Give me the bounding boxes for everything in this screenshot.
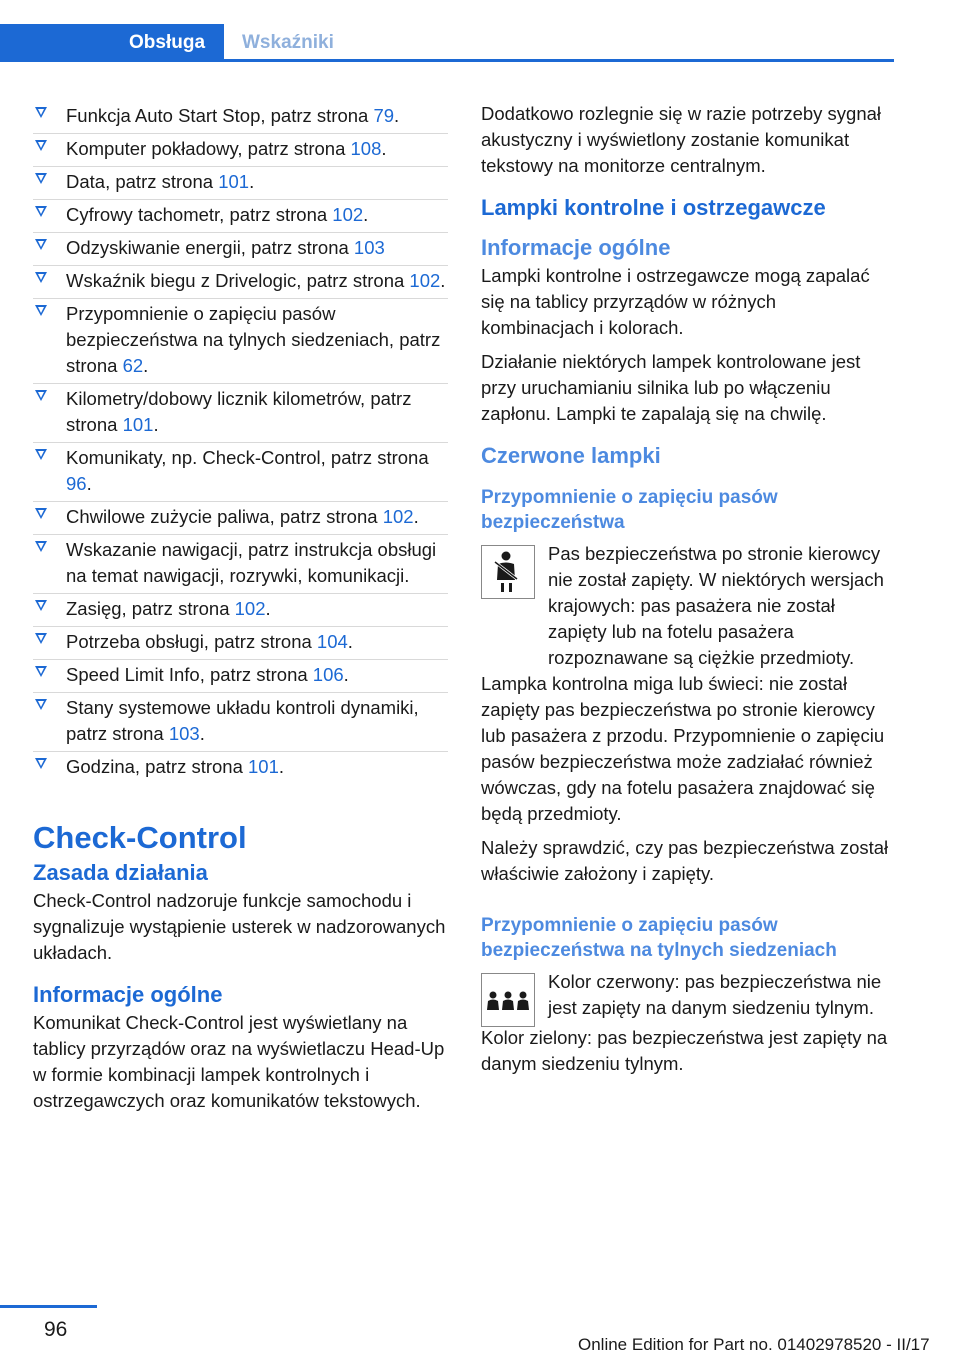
general-text-1: Lampki kontrolne i ostrzegawcze mogą zapalać się na tablicy przyrządów w różnych kombinacjach i kolorach. — [481, 265, 870, 338]
page-reference-link[interactable]: 106 — [312, 664, 344, 685]
rear-seatbelt-icon — [481, 973, 535, 1027]
right-column — [481, 101, 893, 1085]
list-item-text: Cyfrowy tachometr, patrz strona — [66, 204, 333, 225]
list-item-punctuation: . — [265, 598, 271, 619]
edition-text: Online Edition for Part no. 01402978520 - II/17 — [578, 1335, 930, 1354]
list-item-punctuation: . — [347, 631, 353, 652]
heading-rear-belt: Przypomnienie o zapięciu pasów bezpieczeństwa na tylnych siedzeniach — [481, 915, 837, 961]
page-reference-link[interactable]: 103 — [353, 237, 385, 258]
section-title-check-control: Check-Control — [33, 820, 247, 855]
list-item-text: Kilometry/dobowy licznik kilometrów, patrz strona — [66, 388, 412, 435]
heading-belt-reminder: Przypomnienie o zapięciu pasów bezpieczeństwa — [481, 487, 778, 533]
heading-principle: Zasada działania — [33, 860, 208, 885]
triangle-bullet-icon — [35, 508, 47, 519]
triangle-bullet-icon — [35, 390, 47, 401]
list-item-punctuation: . — [86, 473, 92, 494]
page-number: 96 — [44, 1318, 68, 1341]
rear-text-2: Kolor zielony: pas bezpieczeństwa jest zapięty na danym siedzeniu tylnym. — [481, 1027, 888, 1074]
belt-icon-row — [481, 541, 893, 671]
triangle-bullet-icon — [35, 449, 47, 460]
list-item-text: Funkcja Auto Start Stop, patrz strona — [66, 105, 374, 126]
list-item-text: Komputer pokładowy, patrz strona — [66, 138, 351, 159]
list-item — [33, 534, 448, 593]
triangle-bullet-icon — [35, 541, 47, 552]
principle-text: Check-Control nadzoruje funkcje samochodu i sygnalizuje wystąpienie usterek w nadzorowanych układach. — [33, 890, 446, 963]
triangle-bullet-icon — [35, 600, 47, 611]
heading-general-info: Informacje ogólne — [33, 982, 223, 1007]
list-item — [33, 501, 448, 534]
list-item-text: Stany systemowe układu kontroli dynamiki, patrz strona — [66, 697, 419, 744]
list-item-punctuation: . — [199, 723, 205, 744]
list-item-text: Przypomnienie o zapięciu pasów bezpieczeństwa na tylnych siedzeniach, patrz strona — [66, 303, 441, 376]
page-reference-link[interactable]: 103 — [168, 723, 200, 744]
list-item-text: Chwilowe zużycie paliwa, patrz strona — [66, 506, 383, 527]
tab-wskazniki[interactable]: Wskaźniki — [242, 32, 334, 53]
rear-icon-text: Kolor czerwony: pas bezpieczeństwa nie jest zapięty na danym siedzeniu tylnym. — [548, 971, 882, 1018]
list-item-punctuation: . — [153, 414, 159, 435]
list-item-text: Zasięg, patrz strona — [66, 598, 235, 619]
list-item — [33, 199, 448, 232]
list-item — [33, 442, 448, 501]
belt-icon-text: Pas bezpieczeństwa po stronie kierowcy nie został zapięty. W niektórych wersjach krajowych: pas pasażera nie został zapięty lub na fotelu pasażera rozpoznawane są ciężkie przedmioty. — [548, 543, 884, 668]
list-item-punctuation: . — [143, 355, 149, 376]
list-item-text: Wskaźnik biegu z Drivelogic, patrz strona — [66, 270, 410, 291]
triangle-bullet-icon — [35, 272, 47, 283]
triangle-bullet-icon — [35, 239, 47, 250]
list-item — [33, 659, 448, 692]
triangle-bullet-icon — [35, 699, 47, 710]
belt-text-3: Należy sprawdzić, czy pas bezpieczeństwa został właściwie założony i zapięty. — [481, 837, 889, 884]
page-reference-link[interactable]: 101 — [122, 414, 154, 435]
list-item-punctuation: . — [249, 171, 255, 192]
list-item — [33, 692, 448, 751]
indicator-list — [33, 101, 448, 784]
page-reference-link[interactable]: 79 — [373, 105, 395, 126]
list-item-punctuation: . — [363, 204, 369, 225]
list-item-text: Komunikaty, np. Check-Control, patrz strona — [66, 447, 429, 468]
triangle-bullet-icon — [35, 633, 47, 644]
general-text-2: Działanie niektórych lampek kontrolowane jest przy uruchamianiu silnika lub po włączeniu zapłonu. Lampki te zapalają się na chwilę. — [481, 351, 861, 424]
page-reference-link[interactable]: 101 — [248, 756, 279, 777]
left-column — [33, 101, 448, 1122]
triangle-bullet-icon — [35, 206, 47, 217]
list-item — [33, 166, 448, 199]
list-item-text: Wskazanie nawigacji, patrz instrukcja obsługi na temat nawigacji, rozrywki, komunikacji. — [66, 539, 437, 586]
list-item — [33, 626, 448, 659]
list-item — [33, 751, 448, 784]
page-reference-link[interactable]: 101 — [218, 171, 250, 192]
list-item-text: Odzyskiwanie energii, patrz strona — [66, 237, 354, 258]
heading-general-info-right: Informacje ogólne — [481, 235, 671, 260]
page-reference-link[interactable]: 96 — [66, 473, 87, 494]
page-reference-link[interactable]: 104 — [316, 631, 348, 652]
list-item-punctuation: . — [278, 756, 285, 777]
triangle-bullet-icon — [35, 305, 47, 316]
triangle-bullet-icon — [35, 666, 47, 677]
footer-divider — [0, 1305, 97, 1308]
header-tabs — [0, 0, 894, 62]
triangle-bullet-icon — [35, 140, 47, 151]
page-reference-link[interactable]: 108 — [350, 138, 382, 159]
header-divider — [224, 59, 894, 62]
triangle-bullet-icon — [35, 758, 47, 769]
list-item-punctuation: . — [381, 138, 387, 159]
triangle-bullet-icon — [35, 107, 47, 118]
list-item-text: Potrzeba obsługi, patrz strona — [66, 631, 317, 652]
list-item-punctuation: . — [413, 506, 419, 527]
general-info-text: Komunikat Check-Control jest wyświetlany na tablicy przyrządów oraz na wyświetlaczu Head-Up w formie kombinacji lampek kontrolnych i ostrzegawczych oraz komunikatów tekstowych. — [33, 1012, 445, 1111]
page-reference-link[interactable]: 102 — [409, 270, 441, 291]
list-item-punctuation: . — [394, 105, 400, 126]
heading-lamps: Lampki kontrolne i ostrzegawcze — [481, 195, 826, 220]
intro-text: Dodatkowo rozlegnie się w razie potrzeby sygnał akustyczny i wyświetlony zostanie komunikat tekstowy na monitorze centralnym. — [481, 103, 882, 176]
belt-text-2: Lampka kontrolna miga lub świeci: nie został zapięty pas bezpieczeństwa po stronie kierowcy lub pasażera z przodu. Przypomnienie o zapięciu pasów bezpieczeństwa może zadziałać również wówczas, gdy na fotelu pasażera znajdować się będą przedmioty. — [481, 673, 885, 824]
seatbelt-icon — [481, 545, 535, 599]
list-item — [33, 383, 448, 442]
list-item — [33, 593, 448, 626]
list-item — [33, 265, 448, 298]
tab-obsluga[interactable]: Obsługa — [0, 24, 224, 62]
page-reference-link[interactable]: 102 — [234, 598, 266, 619]
triangle-bullet-icon — [35, 173, 47, 184]
list-item-punctuation: . — [440, 270, 446, 291]
page-reference-link[interactable]: 102 — [382, 506, 414, 527]
list-item-punctuation: . — [343, 664, 349, 685]
list-item-text: Speed Limit Info, patrz strona — [66, 664, 313, 685]
page-reference-link[interactable]: 102 — [332, 204, 364, 225]
heading-red-lamps: Czerwone lampki — [481, 443, 661, 468]
rear-icon-row — [481, 969, 893, 1025]
page-reference-link[interactable]: 62 — [122, 355, 144, 376]
list-item — [33, 298, 448, 383]
list-item-text: Godzina, patrz strona — [66, 756, 249, 777]
list-item — [33, 101, 448, 133]
list-item — [33, 232, 448, 265]
list-item — [33, 133, 448, 166]
list-item-text: Data, patrz strona — [66, 171, 219, 192]
